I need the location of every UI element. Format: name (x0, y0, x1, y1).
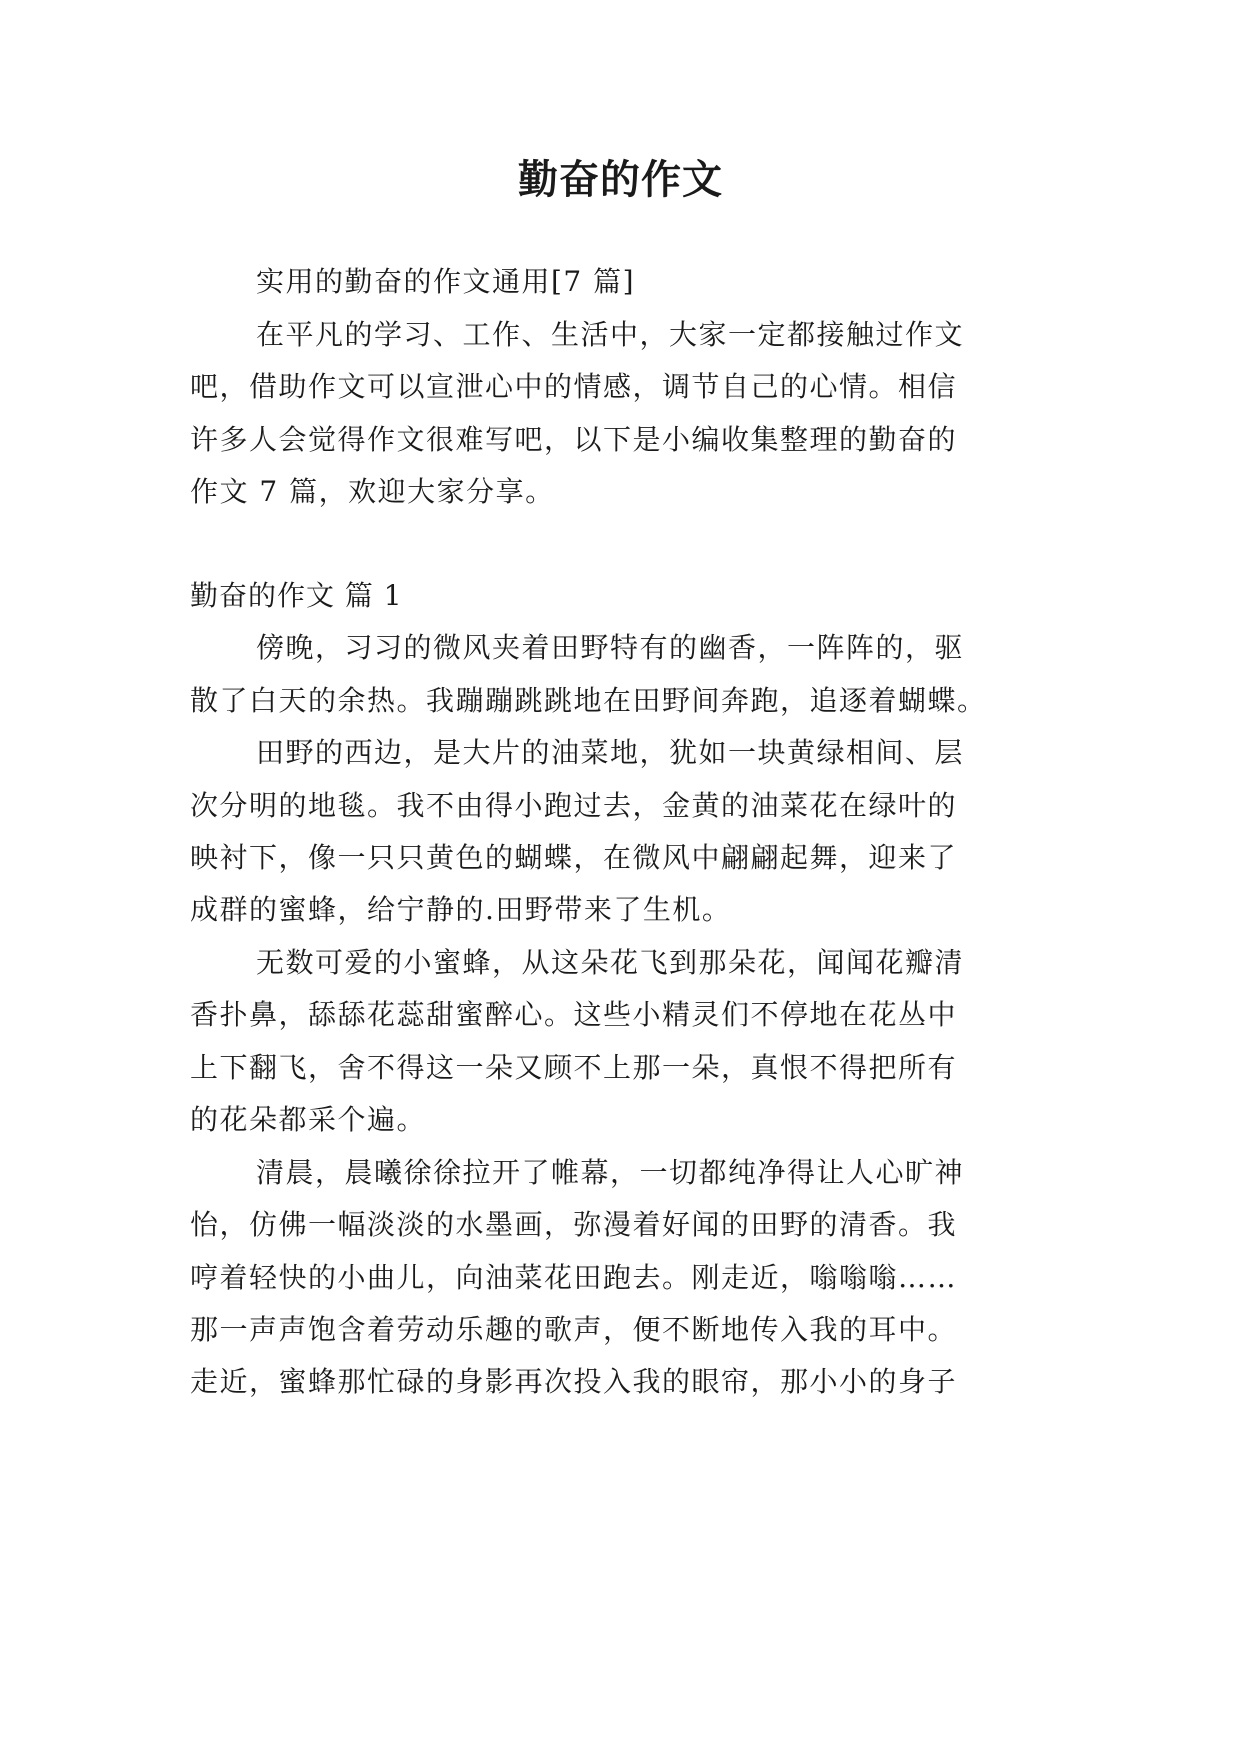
paragraph-line: 清晨，晨曦徐徐拉开了帷幕，一切都纯净得让人心旷神 (256, 1156, 965, 1189)
paragraph-line: 上下翻飞，舍不得这一朵又顾不上那一朵，真恨不得把所有 (190, 1051, 958, 1084)
paragraph-line: 的花朵都采个遍。 (190, 1103, 427, 1136)
paragraph-line: 傍晚，习习的微风夹着田野特有的幽香，一阵阵的，驱 (256, 631, 965, 664)
paragraph-line: 无数可爱的小蜜蜂，从这朵花飞到那朵花，闻闻花瓣清 (256, 946, 965, 979)
paragraph-line: 成群的蜜蜂，给宁静的.田野带来了生机。 (190, 893, 732, 926)
paragraph-line: 走近，蜜蜂那忙碌的身影再次投入我的眼帘，那小小的身子 (190, 1365, 958, 1398)
paragraph-line: 许多人会觉得作文很难写吧，以下是小编收集整理的勤奋的 (190, 423, 958, 456)
paragraph-line: 作文 7 篇，欢迎大家分享。 (190, 475, 555, 508)
paragraph-line: 散了白天的余热。我蹦蹦跳跳地在田野间奔跑，追逐着蝴蝶。 (190, 684, 987, 717)
paragraph-line: 映衬下，像一只只黄色的蝴蝶，在微风中翩翩起舞，迎来了 (190, 841, 958, 874)
paragraph-line: 田野的西边，是大片的油菜地，犹如一块黄绿相间、层 (256, 736, 965, 769)
paragraph-line: 那一声声饱含着劳动乐趣的歌声，便不断地传入我的耳中。 (190, 1313, 958, 1346)
paragraph-line: 怡，仿佛一幅淡淡的水墨画，弥漫着好闻的田野的清香。我 (190, 1208, 958, 1241)
paragraph-line: 哼着轻快的小曲儿，向油菜花田跑去。刚走近，嗡嗡嗡…… (190, 1261, 958, 1294)
document-title: 勤奋的作文 (518, 157, 723, 203)
paragraph-line: 吧，借助作文可以宣泄心中的情感，调节自己的心情。相信 (190, 370, 958, 403)
subtitle-line: 实用的勤奋的作文通用[7 篇] (256, 265, 636, 298)
section-heading: 勤奋的作文 篇 1 (190, 579, 403, 612)
paragraph-line: 次分明的地毯。我不由得小跑过去，金黄的油菜花在绿叶的 (190, 789, 958, 822)
paragraph-line: 香扑鼻，舔舔花蕊甜蜜醉心。这些小精灵们不停地在花丛中 (190, 998, 958, 1031)
paragraph-line: 在平凡的学习、工作、生活中，大家一定都接触过作文 (256, 318, 965, 351)
